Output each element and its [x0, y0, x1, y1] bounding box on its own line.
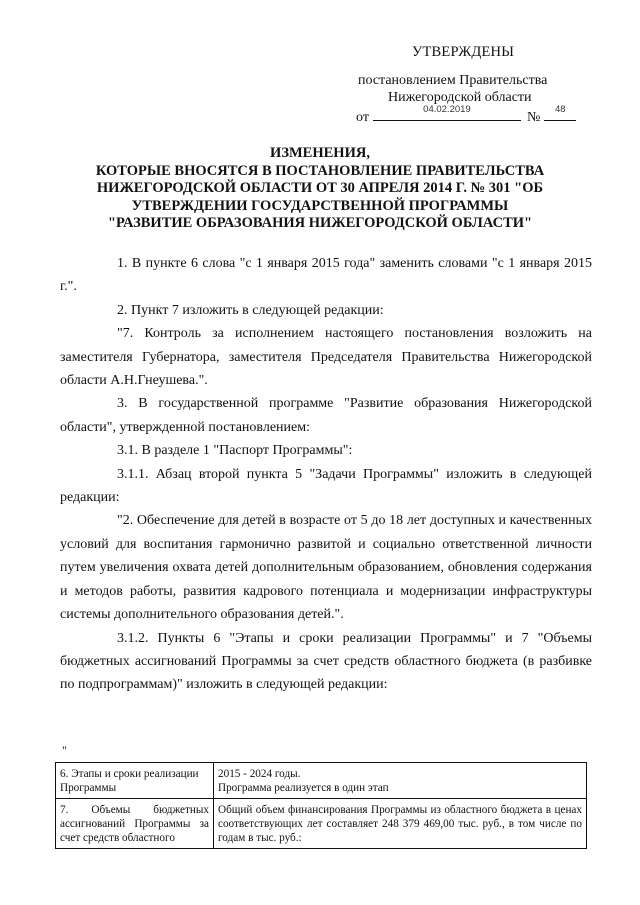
heading-line: НИЖЕГОРОДСКОЙ ОБЛАСТИ ОТ 30 АПРЕЛЯ 2014 Г. № 301 "ОБ	[96, 180, 544, 196]
table-row	[56, 799, 587, 849]
cell-line: 2015 - 2024 годы.	[218, 768, 301, 780]
heading-line: ИЗМЕНЕНИЯ,	[270, 145, 370, 161]
paragraph: 3.1.1. Абзац второй пункта 5 "Задачи Программы" изложить в следующей редакции:	[60, 466, 592, 506]
number-field	[544, 104, 576, 121]
approval-date-number-line	[356, 104, 576, 126]
approval-line-1: постановлением Правительства	[358, 73, 548, 88]
paragraph: 3.1. В разделе 1 "Паспорт Программы":	[117, 443, 353, 459]
number-sign: №	[526, 110, 541, 125]
paragraph: 3. В государственной программе "Развитие образования Нижегородской области", утвержденной постановлением:	[60, 396, 592, 435]
paragraph: "7. Контроль за исполнением настоящего постановления возложить на заместителя Губернатора, заместителя Председателя Правительства Нижегородской области А.Н.Гнеушева.".	[60, 326, 592, 389]
table-cell-label: 7. Объемы бюджетных ассигнований Программы за счет средств областного	[56, 799, 214, 849]
table-cell-value	[214, 763, 587, 799]
table-cell-label: 6. Этапы и сроки реализации Программы	[56, 763, 214, 799]
from-label: от	[356, 110, 369, 125]
heading-line: КОТОРЫЕ ВНОСЯТСЯ В ПОСТАНОВЛЕНИЕ ПРАВИТЕЛЬСТВА	[95, 162, 545, 179]
approved-label: УТВЕРЖДЕНЫ	[412, 44, 515, 60]
heading-line: "РАЗВИТИЕ ОБРАЗОВАНИЯ НИЖЕГОРОДСКОЙ ОБЛАСТИ"	[107, 215, 533, 231]
table-cell-value	[214, 799, 587, 849]
heading-line: УТВЕРЖДЕНИИ ГОСУДАРСТВЕННОЙ ПРОГРАММЫ	[131, 197, 509, 214]
document-heading	[60, 145, 580, 233]
date-value: 04.02.2019	[423, 104, 471, 115]
table-row	[56, 763, 587, 799]
document-body	[60, 252, 592, 697]
date-field	[373, 104, 521, 121]
paragraph: 1. В пункте 6 слова "с 1 января 2015 года" заменить словами "с 1 января 2015 г.".	[60, 256, 592, 295]
opening-quote: "	[62, 743, 67, 757]
paragraph: 3.1.2. Пункты 6 "Этапы и сроки реализации Программы" и 7 "Объемы бюджетных ассигнований Программы за счет средств областного бюджета (в разбивке по подпрограммам)" изложить в следующей редакции:	[60, 630, 592, 693]
cell-line: Программа реализуется в один этап	[218, 782, 389, 794]
program-passport-table	[55, 762, 587, 849]
paragraph: 2. Пункт 7 изложить в следующей редакции:	[117, 302, 384, 318]
paragraph: "2. Обеспечение для детей в возрасте от 5 до 18 лет доступных и качественных условий для воспитания гармонично развитой и социально ответственной личности путем увеличения охвата детей дополнительным образованием, обновления содержания и методов работы, развития кадрового потенциала и модернизации инфраструктуры системы дополнительного образования детей.".	[60, 513, 592, 623]
cell-line: Общий объем финансирования Программы из областного бюджета в ценах соответствующих лет составляет 248 379 469,00 тыс. руб., в том числе по годам в тыс. руб.:	[218, 804, 582, 844]
approval-line-2: Нижегородской области	[388, 90, 532, 105]
number-value: 48	[555, 104, 566, 115]
